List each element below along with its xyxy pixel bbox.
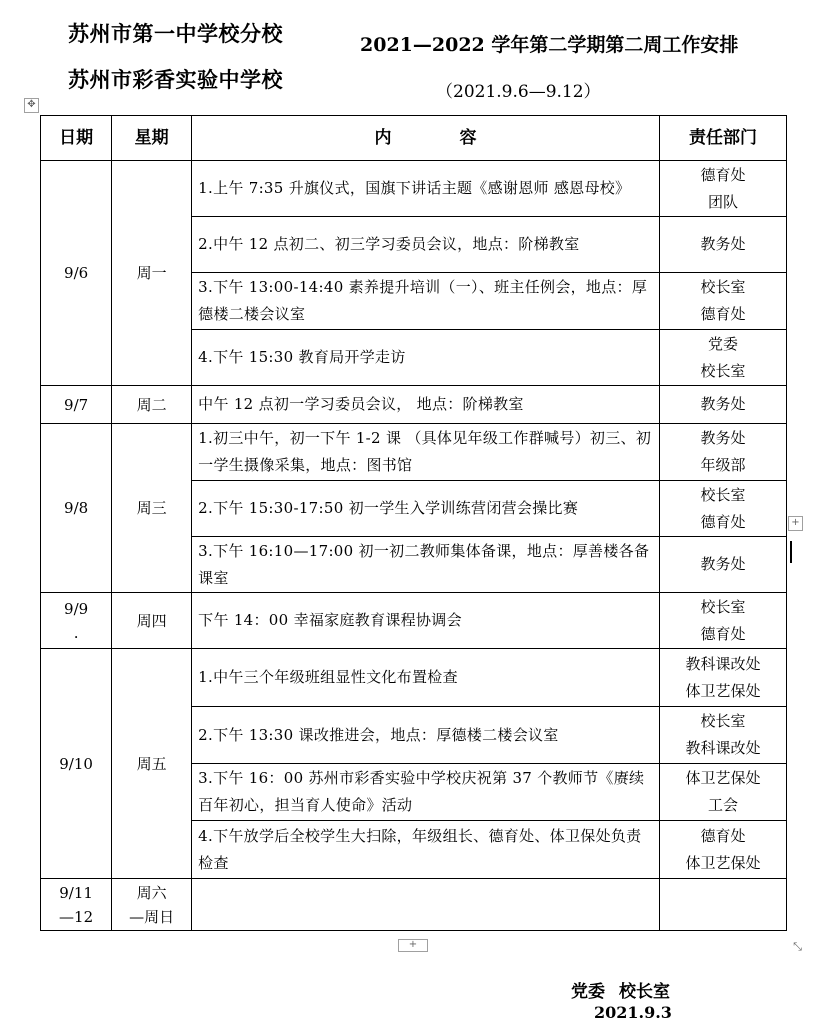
cell-dept	[659, 821, 786, 879]
cell-date: 9/6	[41, 161, 112, 386]
table-move-handle-icon[interactable]: ✥	[24, 98, 39, 113]
dept-name: 德育处	[700, 305, 746, 323]
dept-name: 体卫艺保处	[685, 681, 761, 700]
cell-date: 9/11 —12	[41, 879, 112, 931]
document-date-range: （2021.9.6—9.12）	[436, 82, 601, 102]
dept-name: 德育处	[700, 826, 746, 845]
cell-dept	[659, 481, 786, 537]
schedule-table	[40, 115, 787, 931]
dept-name: 教务处	[700, 429, 746, 447]
cell-content: 4.下午 15:30 教育局开学走访	[192, 330, 660, 386]
dept-name: 年级部	[700, 456, 746, 474]
dept-name: 德育处	[700, 624, 746, 643]
text-cursor	[790, 541, 792, 563]
dept-name: 体卫艺保处	[685, 853, 761, 872]
cell-content: 3.下午 16:10—17:00 初一初二教师集体备课，地点：厚善楼各备课室	[192, 537, 660, 593]
add-column-icon[interactable]: +	[788, 516, 803, 531]
school-name-primary: 苏州市第一中学校分校	[68, 21, 283, 46]
sign-date: 2021.9.3	[594, 1003, 672, 1022]
dept-name: 教务处	[700, 555, 746, 573]
cell-content: 下午 14：00 幸福家庭教育课程协调会	[192, 593, 660, 649]
dept-name: 校长室	[700, 597, 746, 616]
header-date: 日期	[41, 116, 112, 161]
table-row	[41, 386, 787, 424]
table-row	[41, 593, 787, 649]
signature	[571, 977, 670, 1002]
dept-name: 党委	[707, 334, 738, 353]
cell-dept	[659, 879, 786, 931]
cell-date: 9/8	[41, 424, 112, 593]
table-row	[41, 649, 787, 707]
dept-name: 教务处	[700, 395, 746, 413]
document-title: 2021—2022 学年第二学期第二周工作安排	[360, 34, 739, 56]
cell-content: 2.中午 12 点初二、初三学习委员会议，地点：阶梯教室	[192, 217, 660, 273]
header-day: 星期	[112, 116, 192, 161]
dept-name: 教务处	[700, 235, 746, 253]
header-content: 内 容	[192, 116, 660, 161]
dept-name: 校长室	[700, 361, 746, 380]
dept-name: 德育处	[700, 512, 746, 531]
dept-name: 团队	[707, 192, 738, 211]
cell-date: 9/10	[41, 649, 112, 879]
cell-dept	[659, 764, 786, 821]
cell-content: 3.下午 16：00 苏州市彩香实验中学校庆祝第 37 个教师节《赓续百年初心，担当育人使命》活动	[192, 764, 660, 821]
cell-dept	[659, 537, 786, 593]
sign-party: 党委	[571, 982, 605, 1002]
cell-date: 9/7	[41, 386, 112, 424]
cell-dept	[659, 593, 786, 649]
cell-content: 4.下午放学后全校学生大扫除，年级组长、德育处、体卫保处负责检查	[192, 821, 660, 879]
table-row	[41, 161, 787, 217]
cell-weekday: 周三	[112, 424, 192, 593]
cell-content	[192, 879, 660, 931]
header-dept: 责任部门	[659, 116, 786, 161]
cell-dept	[659, 707, 786, 764]
dept-name: 校长室	[700, 712, 746, 730]
table-resize-icon[interactable]: ⤡	[791, 941, 804, 954]
cell-dept	[659, 217, 786, 273]
table-row	[41, 879, 787, 931]
cell-content: 3.下午 13:00-14:40 素养提升培训（一）、班主任例会，地点：厚德楼二楼会议室	[192, 273, 660, 330]
add-row-icon[interactable]: +	[398, 939, 428, 952]
dept-name: 教科课改处	[685, 739, 761, 757]
dept-name: 校长室	[700, 485, 746, 504]
cell-dept	[659, 273, 786, 330]
dept-name: 体卫艺保处	[685, 769, 761, 787]
dept-name: 工会	[707, 796, 738, 814]
dept-name: 教科课改处	[685, 654, 761, 673]
cell-content: 1.中午三个年级班组显性文化布置检查	[192, 649, 660, 707]
cell-dept	[659, 386, 786, 424]
school-name-secondary: 苏州市彩香实验中学校	[68, 67, 283, 92]
cell-weekday: 周二	[112, 386, 192, 424]
dept-name: 德育处	[700, 165, 746, 184]
table-header-row	[41, 116, 787, 161]
cell-dept	[659, 424, 786, 481]
cell-dept	[659, 330, 786, 386]
cell-dept	[659, 161, 786, 217]
cell-weekday: 周六 —周日	[112, 879, 192, 931]
cell-content: 2.下午 15:30-17:50 初一学生入学训练营闭营会操比赛	[192, 481, 660, 537]
cell-content: 1.上午 7:35 升旗仪式，国旗下讲话主题《感谢恩师 感恩母校》	[192, 161, 660, 217]
sign-office: 校长室	[619, 982, 670, 1002]
schedule-body	[41, 161, 787, 931]
cell-weekday: 周五	[112, 649, 192, 879]
cell-date: 9/9 .	[41, 593, 112, 649]
dept-name: 校长室	[700, 278, 746, 296]
table-row	[41, 424, 787, 481]
cell-weekday: 周四	[112, 593, 192, 649]
cell-dept	[659, 649, 786, 707]
cell-weekday: 周一	[112, 161, 192, 386]
cell-content: 1.初三中午，初一下午 1-2 课 （具体见年级工作群喊号）初三、初一学生摄像采集，地点：图书馆	[192, 424, 660, 481]
cell-content: 2.下午 13:30 课改推进会，地点：厚德楼二楼会议室	[192, 707, 660, 764]
cell-content: 中午 12 点初一学习委员会议， 地点：阶梯教室	[192, 386, 660, 424]
